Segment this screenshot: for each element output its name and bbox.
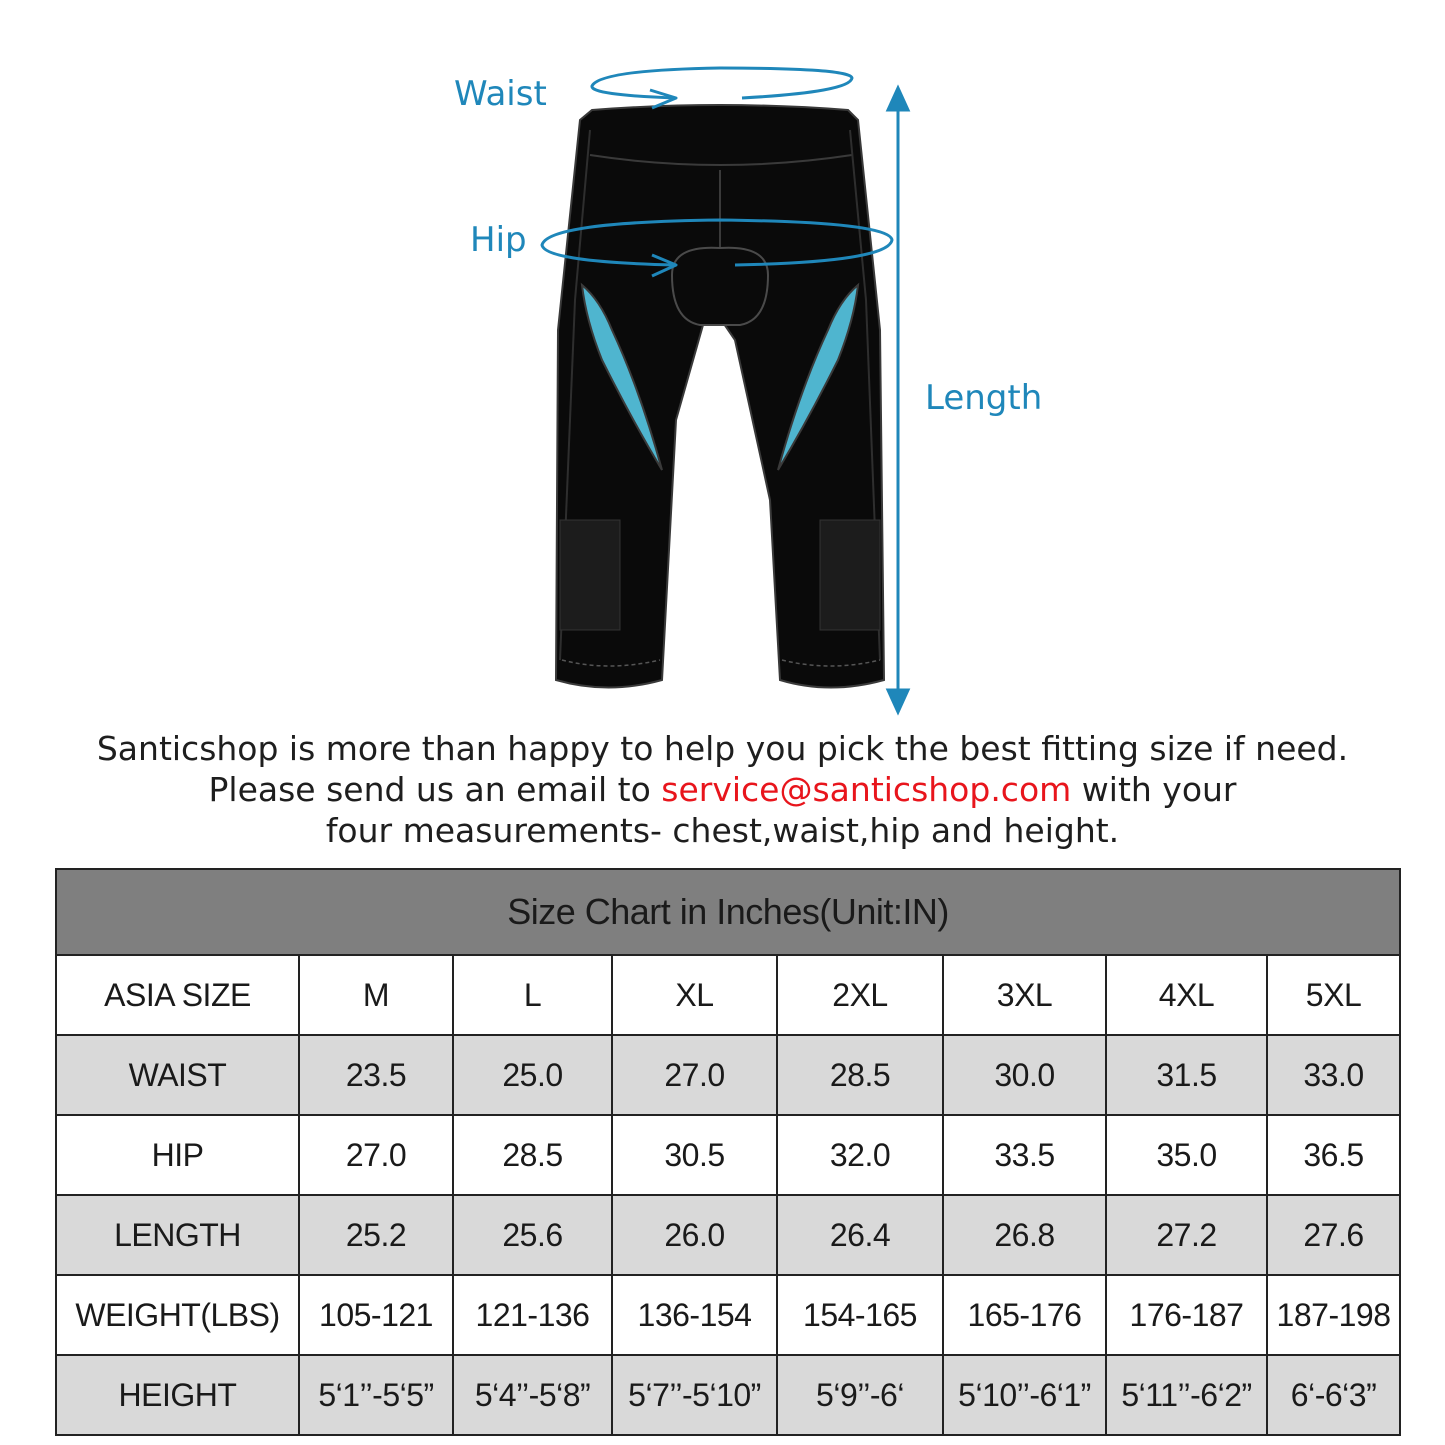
waist-label: Waist <box>454 74 547 114</box>
size-value-cell: 105-121 <box>299 1275 453 1355</box>
length-measure-arrow <box>888 88 908 712</box>
size-value-cell: 5‘11’’-6‘2” <box>1106 1355 1267 1435</box>
row-label-cell: WAIST <box>56 1035 299 1115</box>
help-line-3: four measurements- chest,waist,hip and height. <box>325 811 1120 850</box>
size-value-cell: 26.4 <box>777 1195 943 1275</box>
size-value-cell: 33.5 <box>943 1115 1106 1195</box>
size-value-cell: 36.5 <box>1267 1115 1400 1195</box>
size-header-cell: 2XL <box>777 955 943 1035</box>
size-value-cell: 5‘10’’-6‘1” <box>943 1355 1106 1435</box>
size-value-cell: 121-136 <box>453 1275 612 1355</box>
size-row-height <box>56 1355 1400 1435</box>
size-value-cell: 28.5 <box>453 1115 612 1195</box>
size-header-cell: M <box>299 955 453 1035</box>
size-value-cell: 27.0 <box>612 1035 777 1115</box>
size-row-length <box>56 1195 1400 1275</box>
size-header-cell: 3XL <box>943 955 1106 1035</box>
size-header-cell: L <box>453 955 612 1035</box>
size-value-cell: 5‘4’’-5‘8” <box>453 1355 612 1435</box>
size-row-waist <box>56 1035 1400 1115</box>
size-value-cell: 176-187 <box>1106 1275 1267 1355</box>
size-chart-title: Size Chart in Inches(Unit:IN) <box>56 869 1400 955</box>
size-value-cell: 26.0 <box>612 1195 777 1275</box>
size-value-cell: 154-165 <box>777 1275 943 1355</box>
size-header-cell: 4XL <box>1106 955 1267 1035</box>
support-email-link[interactable]: service@santicshop.com <box>661 770 1072 809</box>
row-label-cell: ASIA SIZE <box>56 955 299 1035</box>
size-value-cell: 5‘9’’-6‘ <box>777 1355 943 1435</box>
size-row-weightlbs <box>56 1275 1400 1355</box>
size-value-cell: 25.6 <box>453 1195 612 1275</box>
size-value-cell: 27.2 <box>1106 1195 1267 1275</box>
help-line-2-after: with your <box>1071 770 1237 809</box>
right-mesh-panel <box>820 520 880 630</box>
size-header-cell: XL <box>612 955 777 1035</box>
left-mesh-panel <box>560 520 620 630</box>
size-value-cell: 26.8 <box>943 1195 1106 1275</box>
help-line-2 <box>0 769 1445 810</box>
size-value-cell: 32.0 <box>777 1115 943 1195</box>
hip-label: Hip <box>470 220 527 260</box>
size-value-cell: 28.5 <box>777 1035 943 1115</box>
size-header-row <box>56 955 1400 1035</box>
size-value-cell: 5‘7’’-5‘10” <box>612 1355 777 1435</box>
size-value-cell: 30.0 <box>943 1035 1106 1115</box>
size-value-cell: 136-154 <box>612 1275 777 1355</box>
size-value-cell: 30.5 <box>612 1115 777 1195</box>
size-value-cell: 35.0 <box>1106 1115 1267 1195</box>
size-chart-table <box>55 868 1401 1436</box>
waist-measure-arrow <box>592 68 852 108</box>
help-line-1: Santicshop is more than happy to help you pick the best fitting size if need. <box>96 729 1349 768</box>
size-value-cell: 27.0 <box>299 1115 453 1195</box>
help-line-2-before: Please send us an email to <box>208 770 662 809</box>
row-label-cell: WEIGHT(LBS) <box>56 1275 299 1355</box>
size-header-cell: 5XL <box>1267 955 1400 1035</box>
chamois-pad <box>672 248 768 325</box>
size-value-cell: 31.5 <box>1106 1035 1267 1115</box>
help-text <box>0 728 1445 851</box>
size-value-cell: 165-176 <box>943 1275 1106 1355</box>
size-value-cell: 6‘-6‘3” <box>1267 1355 1400 1435</box>
row-label-cell: HIP <box>56 1115 299 1195</box>
size-value-cell: 33.0 <box>1267 1035 1400 1115</box>
length-label: Length <box>925 378 1043 418</box>
size-value-cell: 5‘1’’-5‘5” <box>299 1355 453 1435</box>
size-row-hip <box>56 1115 1400 1195</box>
row-label-cell: LENGTH <box>56 1195 299 1275</box>
size-value-cell: 25.0 <box>453 1035 612 1115</box>
size-value-cell: 27.6 <box>1267 1195 1400 1275</box>
size-value-cell: 25.2 <box>299 1195 453 1275</box>
size-value-cell: 187-198 <box>1267 1275 1400 1355</box>
row-label-cell: HEIGHT <box>56 1355 299 1435</box>
size-value-cell: 23.5 <box>299 1035 453 1115</box>
